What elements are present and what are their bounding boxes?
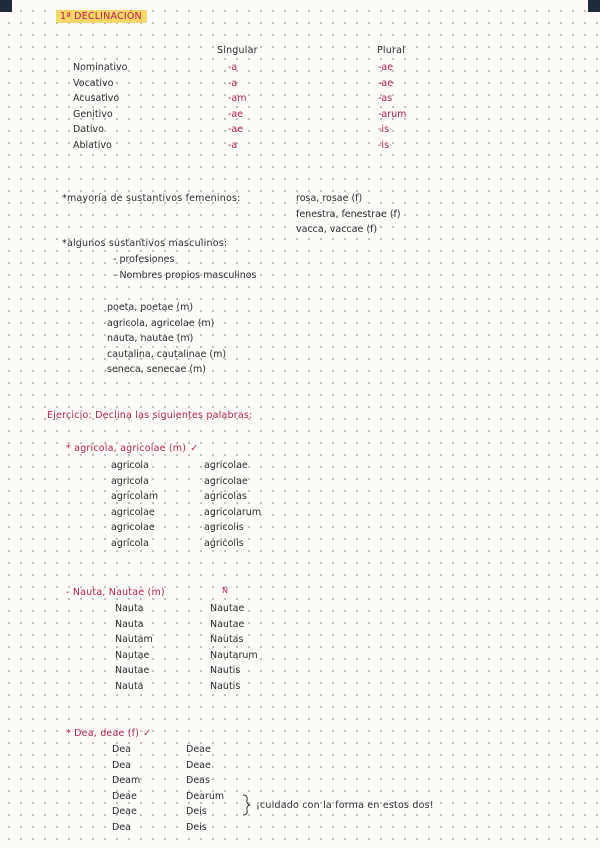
form: Dea	[112, 759, 131, 771]
masculine-kind: - profesiones	[113, 254, 175, 265]
singular-ending: -ae	[228, 124, 244, 135]
form: Nautis	[210, 665, 241, 676]
plural-ending: -arum	[378, 108, 407, 120]
form: Deae	[186, 744, 211, 755]
masculine-example: seneca, senecae (m)	[107, 364, 206, 375]
form: agricola	[111, 460, 149, 471]
page-corner-right	[588, 0, 600, 12]
word-plural-forms	[204, 458, 261, 551]
case-label: Genitivo	[73, 108, 113, 120]
case-label: Vocativo	[73, 77, 114, 89]
word-header-text: * Dea, deae (f)	[66, 728, 140, 739]
form: Deae	[112, 790, 137, 802]
masculine-example: agricola, agricolae (m)	[107, 317, 215, 329]
form: Deis	[186, 806, 207, 817]
form: agricolae	[111, 506, 155, 518]
case-column	[73, 60, 127, 153]
form: Dea	[112, 744, 131, 755]
plural-ending: -ae	[378, 62, 394, 73]
form: Nautae	[210, 603, 245, 614]
word-plural-forms	[210, 601, 258, 694]
feminine-example: rosa, rosae (f)	[296, 193, 363, 204]
feminine-example: fenestra, fenestrae (f)	[296, 208, 401, 220]
word-plural-forms	[186, 742, 224, 835]
form: Deas	[186, 775, 210, 786]
word-singular-forms	[112, 742, 140, 835]
header-plural: Plural	[377, 45, 405, 56]
word-header	[66, 728, 151, 739]
form: Nauta	[115, 603, 144, 614]
form: Nautae	[210, 618, 245, 630]
feminine-note: *mayoría de sustantivos femeninos:	[62, 193, 241, 204]
form: agricolae	[204, 460, 248, 471]
masculine-example: cautalina, cautalinae (m)	[107, 348, 227, 360]
form: agricola	[111, 475, 149, 487]
word-header-text: * agricola, agricolae (m)	[66, 443, 187, 454]
word-header	[66, 443, 198, 454]
masculine-example: nauta, nautae (m)	[107, 333, 194, 344]
masculine-kind: - Nombres propios masculinos	[113, 269, 257, 281]
singular-ending: -a	[228, 62, 238, 73]
word-singular-forms	[115, 601, 153, 694]
masculine-kinds	[113, 252, 256, 283]
page-corner-left	[0, 0, 12, 12]
singular-ending: -am	[228, 93, 247, 104]
singular-ending: -ae	[228, 108, 244, 120]
form: Deae	[186, 759, 211, 771]
form: agricolam	[111, 491, 159, 502]
form: agricola	[111, 537, 149, 549]
plural-ending: -is	[378, 124, 390, 135]
case-label: Acusativo	[73, 93, 120, 104]
feminine-examples	[296, 191, 401, 238]
arrow-mark: N	[222, 586, 228, 595]
plural-ending: -as	[378, 93, 393, 104]
brace-icon	[241, 794, 251, 816]
form: Nauta	[115, 680, 144, 692]
form: agricolarum	[204, 506, 262, 518]
word-header	[66, 587, 165, 598]
form: Nautarum	[210, 649, 258, 661]
word-header-text: - Nauta, Nautae (m)	[66, 587, 165, 598]
form: Nautas	[210, 634, 244, 645]
form: agricolae	[111, 522, 155, 533]
page-title: 1ª DECLINACIÓN	[56, 10, 147, 23]
form: Nautae	[115, 665, 150, 676]
singular-ending: -a	[228, 139, 238, 151]
form: agricolis	[204, 522, 244, 533]
feminine-example: vacca, vaccae (f)	[296, 224, 378, 235]
form: Deam	[112, 775, 141, 786]
singular-endings	[228, 60, 247, 153]
plural-ending: -is	[378, 139, 390, 151]
masculine-note: *algunos sustantivos masculinos:	[62, 238, 228, 249]
form: Dea	[112, 821, 131, 833]
exercise-title: Ejercicio: Declina las siguientes palabras:	[47, 410, 253, 421]
form: Nautam	[115, 634, 153, 645]
plural-ending: -ae	[378, 77, 394, 89]
form: agricolis	[204, 537, 244, 549]
form: Deae	[112, 806, 137, 817]
check-icon: ✓	[190, 443, 199, 454]
form: Deis	[186, 821, 207, 833]
plural-endings	[378, 60, 406, 153]
case-label: Dativo	[73, 124, 104, 135]
masculine-example: poeta, poetae (m)	[107, 302, 194, 313]
check-icon: ✓	[143, 728, 152, 739]
form: agricolae	[204, 475, 248, 487]
word-singular-forms	[111, 458, 158, 551]
form: Dearum	[186, 790, 225, 802]
form: Nautae	[115, 649, 150, 661]
case-label: Ablativo	[73, 139, 112, 151]
warning-note: ¡cuidado con la forma en estos dos!	[256, 800, 434, 811]
singular-ending: -a	[228, 77, 238, 89]
masculine-examples	[107, 300, 226, 378]
form: agricolas	[204, 491, 247, 502]
case-label: Nominativo	[73, 62, 128, 73]
form: Nauta	[115, 618, 144, 630]
header-singular: Singular	[217, 45, 258, 56]
form: Nautis	[210, 680, 241, 692]
